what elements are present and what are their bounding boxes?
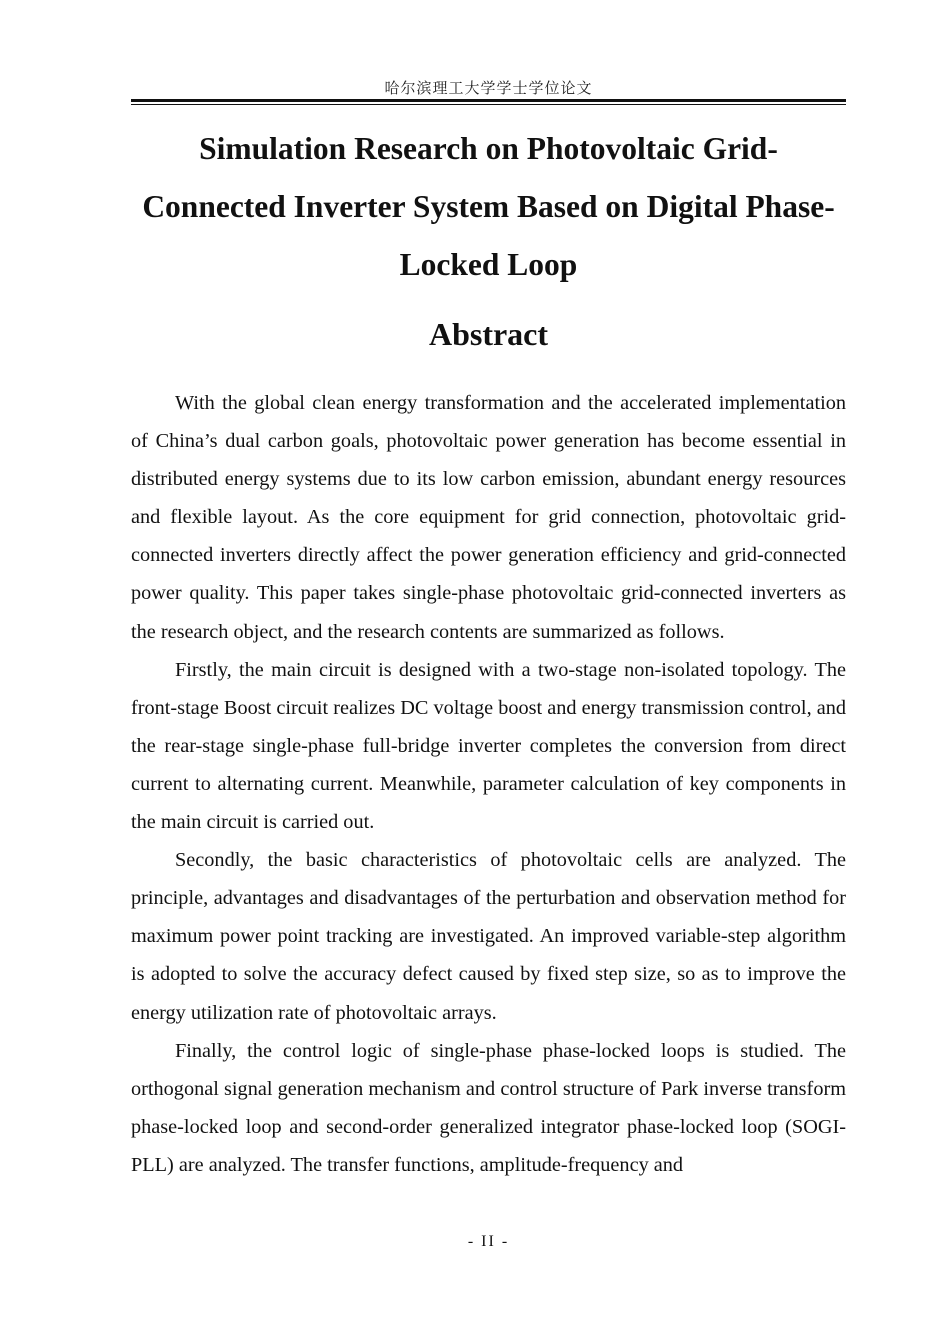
- thesis-title: Simulation Research on Photovoltaic Grid-Connected Inverter System Based on Digital Phase-Locked Loop: [142, 131, 835, 282]
- abstract-paragraph-4: Finally, the control logic of single-phase phase-locked loops is studied. The orthogonal signal generation mechanism and control structure of Park inverse transform phase-locked loop and second-order generalized integrator phase-locked loop (SOGI-PLL) are analyzed. The transfer functions, amplitude-frequency and: [131, 1039, 846, 1176]
- abstract-body: [131, 384, 846, 1184]
- abstract-paragraph-2: Firstly, the main circuit is designed with a two-stage non-isolated topology. The front-stage Boost circuit realizes DC voltage boost and energy transmission control, and the rear-stage single-phase full-bridge inverter completes the conversion from direct current to alternating current. Meanwhile, parameter calculation of key components in the main circuit is carried out.: [131, 658, 846, 834]
- abstract-heading: Abstract: [428, 316, 549, 352]
- abstract-paragraph-3: Secondly, the basic characteristics of photovoltaic cells are analyzed. The principle, advantages and disadvantages of the perturbation and observation method for maximum power point tracking are investigated. An improved variable-step algorithm is adopted to solve the accuracy defect caused by fixed step size, so as to improve the energy utilization rate of photovoltaic arrays.: [131, 849, 846, 1024]
- header-rule-thin: [131, 104, 846, 105]
- abstract-paragraph-1: With the global clean energy transformation and the accelerated implementation of China’s dual carbon goals, photovoltaic power generation has become essential in distributed energy systems due to its low carbon emission, abundant energy resources and flexible layout. As the core equipment for grid connection, photovoltaic grid-connected inverters directly affect the power generation efficiency and grid-connected power quality. This paper takes single-phase photovoltaic grid-connected inverters as the research object, and the research contents are summarized as follows.: [131, 392, 846, 643]
- page-number: - II -: [467, 1233, 510, 1250]
- running-header: 哈尔滨理工大学学士学位论文: [384, 79, 593, 97]
- header-rule-thick: [131, 99, 846, 102]
